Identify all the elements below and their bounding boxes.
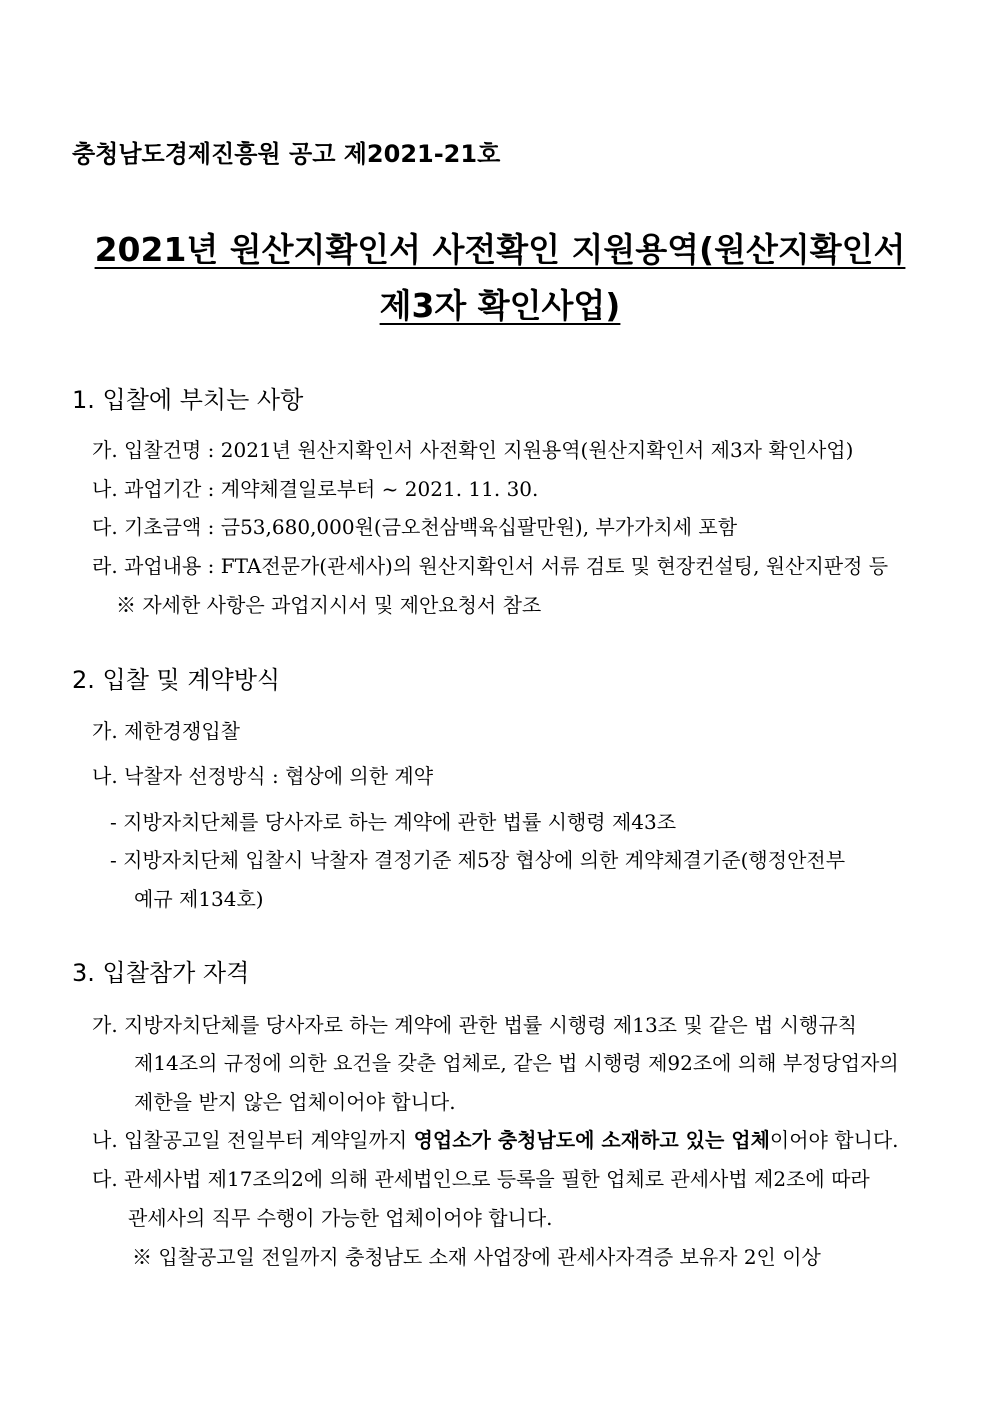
section-2-item-ga: 가. 제한경쟁입찰 bbox=[92, 719, 240, 743]
title-line-2: 제3자 확인사업) bbox=[379, 286, 621, 325]
section-3-item-ga: 가. 지방자치단체를 당사자로 하는 계약에 관한 법률 시행령 제13조 및 같은 법 시행규칙 bbox=[92, 1013, 857, 1037]
section-3-item-ga-cont-1: 제14조의 규정에 의한 요건을 갖춘 업체로, 같은 법 시행령 제92조에 의해 부정당업자의 bbox=[134, 1051, 899, 1075]
title-line-1: 2021년 원산지확인서 사전확인 지원용역(원산지확인서 bbox=[94, 230, 906, 269]
section-1-item-na: 나. 과업기간 : 계약체결일로부터 ~ 2021. 11. 30. bbox=[92, 477, 539, 501]
section-3-heading: 3. 입찰참가 자격 bbox=[72, 959, 250, 987]
section-1-item-da: 다. 기초금액 : 금53,680,000원(금오천삼백육십팔만원), 부가가치세 포함 bbox=[92, 515, 738, 539]
section-3-item-na bbox=[92, 1126, 899, 1154]
section-3-item-na-emphasis: 영업소가 충청남도에 소재하고 있는 업체 bbox=[413, 1128, 770, 1152]
section-3-item-da-cont: 관세사의 직무 수행이 가능한 업체이어야 합니다. bbox=[128, 1206, 553, 1230]
section-3-item-na-suffix: 이어야 합니다. bbox=[769, 1128, 899, 1152]
section-1-item-ra: 라. 과업내용 : FTA전문가(관세사)의 원산지확인서 서류 검토 및 현장컨설팅, 원산지판정 등 bbox=[92, 554, 889, 578]
section-2-subitem-2-cont: 예규 제134호) bbox=[134, 887, 264, 911]
section-1-note: ※ 자세한 사항은 과업지시서 및 제안요청서 참조 bbox=[116, 593, 542, 617]
section-2-item-na: 나. 낙찰자 선정방식 : 협상에 의한 계약 bbox=[92, 764, 434, 788]
section-2-subitem-1: - 지방자치단체를 당사자로 하는 계약에 관한 법률 시행령 제43조 bbox=[110, 810, 677, 834]
section-3-item-na-prefix: 나. 입찰공고일 전일부터 계약일까지 bbox=[92, 1128, 414, 1152]
document-title bbox=[72, 222, 928, 334]
section-3-note: ※ 입찰공고일 전일까지 충청남도 소재 사업장에 관세사자격증 보유자 2인 이상 bbox=[132, 1245, 821, 1269]
notice-number: 충청남도경제진흥원 공고 제2021-21호 bbox=[72, 140, 501, 168]
section-2-subitem-2: - 지방자치단체 입찰시 낙찰자 결정기준 제5장 협상에 의한 계약체결기준(행정안전부 bbox=[110, 848, 846, 872]
section-1-item-ga: 가. 입찰건명 : 2021년 원산지확인서 사전확인 지원용역(원산지확인서 제3자 확인사업) bbox=[92, 438, 854, 462]
section-2-heading: 2. 입찰 및 계약방식 bbox=[72, 666, 281, 694]
section-3-item-ga-cont-2: 제한을 받지 않은 업체이어야 합니다. bbox=[134, 1090, 456, 1114]
section-3-item-da: 다. 관세사법 제17조의2에 의해 관세법인으로 등록을 필한 업체로 관세사법 제2조에 따라 bbox=[92, 1167, 870, 1191]
section-1-heading: 1. 입찰에 부치는 사항 bbox=[72, 386, 304, 414]
